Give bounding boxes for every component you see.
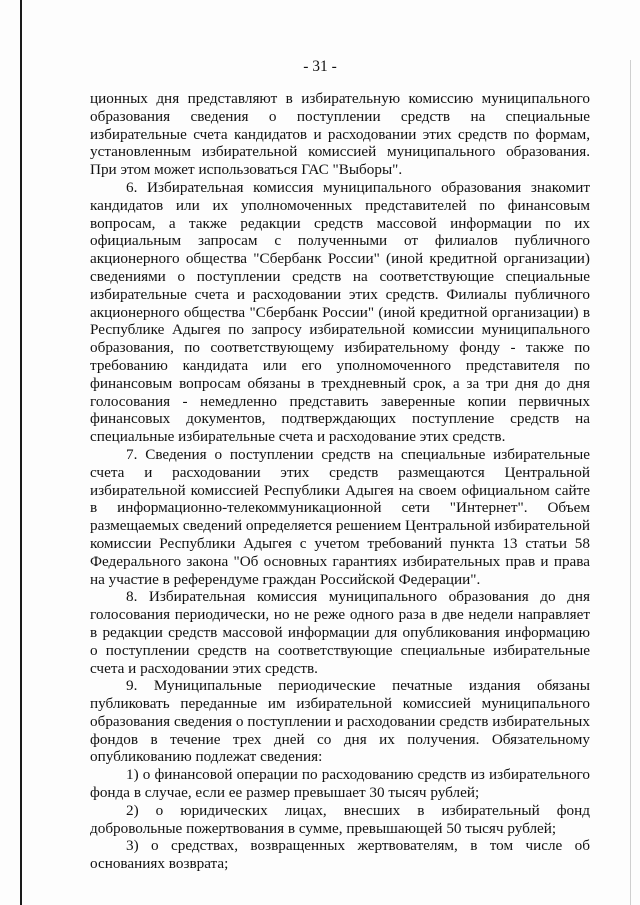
subitem-2: 2) о юридических лицах, внесших в избирательный фонд добровольные пожертвования в сумме, превышающей 50 тысяч рублей;: [90, 801, 590, 837]
scan-edge-left: [20, 0, 22, 905]
paragraph-item-9: 9. Муниципальные периодические печатные издания обязаны публиковать переданные им избирательной комиссией муниципального образования сведения о поступлении и расходовании средств избирательных фондов в течение трех дней со дня их получения. Обязательному опубликованию подлежат сведения:: [90, 677, 590, 766]
paragraph-item-6: 6. Избирательная комиссия муниципального образования знакомит кандидатов или их уполномоченных представителей по финансовым вопросам, а также редакции средств массовой информации по их официальным запросам с полученными от филиалов публичного акционерного общества "Сбербанк России" (иной кредитной организации) сведениями о поступлении средств на соответствующие специальные избирательные счета и расходовании этих средств. Филиалы публичного акционерного общества "Сбербанк России" (иной кредитной организации) в Республике Адыгея по запросу избирательной комиссии муниципального образования, по соответствующему избирательному фонду - также по требованию кандидата или его уполномоченного представителя по финансовым вопросам обязаны в трехдневный срок, а за три дня до дня голосования - немедленно представить заверенные копии первичных финансовых документов, подтверждающих поступление средств на специальные избирательные счета и расходование этих средств.: [90, 178, 590, 446]
paragraph-continuation: ционных дня представляют в избирательную комиссию муниципального образования сведения о поступлении средств на специальные избирательные счета кандидатов и расходовании этих средств по формам, установленным избирательной комиссией муниципального образования. При этом может использоваться ГАС "Выборы".: [90, 90, 590, 179]
scan-edge-right: [630, 60, 631, 905]
document-body: [90, 90, 590, 873]
paragraph-item-7: 7. Сведения о поступлении средств на специальные избирательные счета и расходовании этих средств размещаются Центральной избирательной комиссией Республики Адыгея на своем официальном сайте в информационно-телекоммуникационной сети "Интернет". Объем размещаемых сведений определяется решением Центральной избирательной комиссии Республики Адыгея с учетом требований пункта 13 статьи 58 Федерального закона "Об основных гарантиях избирательных прав и права на участие в референдуме граждан Российской Федерации".: [90, 445, 590, 588]
page-number: - 31 -: [303, 58, 337, 75]
paragraph-item-8: 8. Избирательная комиссия муниципального образования до дня голосования периодически, но не реже одного раза в две недели направляет в редакции средств массовой информации для опубликования информацию о поступлении средств на соответствующие специальные избирательные счета и расходовании этих средств.: [90, 588, 590, 677]
subitem-1: 1) о финансовой операции по расходованию средств из избирательного фонда в случае, если ее размер превышает 30 тысяч рублей;: [90, 766, 590, 802]
subitem-3: 3) о средствах, возвращенных жертвователям, в том числе об основаниях возврата;: [90, 837, 590, 873]
